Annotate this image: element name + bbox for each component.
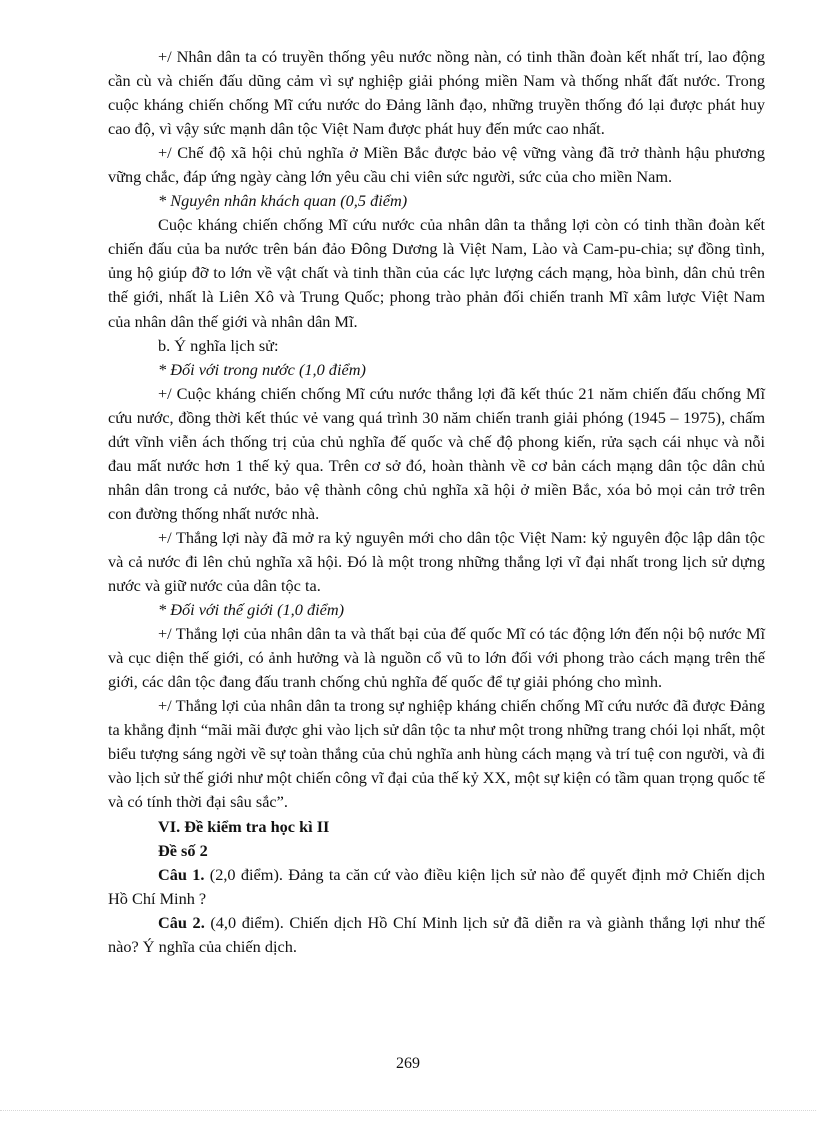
question-2-text: (4,0 điểm). Chiến dịch Hồ Chí Minh lịch sử đã diễn ra và giành thắng lợi như thế nào? Ý nghĩa của chiến dịch. xyxy=(108,912,765,956)
paragraph-domestic-1: +/ Cuộc kháng chiến chống Mĩ cứu nước thắng lợi đã kết thúc 21 năm chiến đấu chống Mĩ cứu nước, đồng thời kết thúc vẻ vang quá trình 30 năm chiến tranh giải phóng (1945 – 1975), chấm dứt vĩnh viễn ách thống trị của chủ nghĩa đế quốc và chế độ phong kiến, rửa sạch cái nhục và nỗi đau mất nước hơn 1 thế kỷ qua. Trên cơ sở đó, hoàn thành về cơ bản cách mạng dân tộc dân chủ nhân dân trong cả nước, bảo vệ thành công chủ nghĩa xã hội ở miền Bắc, xóa bỏ mọi cản trở trên con đường thống nhất nước nhà. xyxy=(108,383,765,523)
heading-world: * Đối với thế giới (1,0 điểm) xyxy=(158,600,345,620)
heading-objective-causes: * Nguyên nhân khách quan (0,5 điểm) xyxy=(158,191,408,211)
paragraph-northern-regime: +/ Chế độ xã hội chủ nghĩa ở Miền Bắc được bảo vệ vững vàng đã trở thành hậu phương vững chắc, đáp ứng ngày càng lớn yêu cầu chi viên sức người, sức của cho miền Nam. xyxy=(108,143,765,187)
question-1-label: Câu 1. xyxy=(158,864,205,884)
paragraph-traditions: +/ Nhân dân ta có truyền thống yêu nước nồng nàn, có tinh thần đoàn kết nhất trí, lao động cần cù và chiến đấu dũng cảm vì sự nghiệp giải phóng miền Nam và thống nhất đất nước. Trong cuộc kháng chiến chống Mĩ cứu nước do Đảng lãnh đạo, những truyền thống đó lại được phát huy cao độ, vì vậy sức mạnh dân tộc Việt Nam được phát huy đến mức cao nhất. xyxy=(108,47,765,139)
question-2-label: Câu 2. xyxy=(158,912,205,932)
question-1 xyxy=(108,863,765,911)
paragraph-domestic-2: +/ Thắng lợi này đã mở ra kỷ nguyên mới cho dân tộc Việt Nam: kỷ nguyên độc lập dân tộc và cả nước đi lên chủ nghĩa xã hội. Đó là một trong những thắng lợi vĩ đại nhất trong lịch sử dựng nước và giữ nước của dân tộc ta. xyxy=(108,527,765,596)
document-body xyxy=(108,45,765,959)
heading-historical-significance: b. Ý nghĩa lịch sử: xyxy=(158,335,279,355)
paragraph-objective-causes: Cuộc kháng chiến chống Mĩ cứu nước của nhân dân ta thắng lợi còn có tinh thần đoàn kết chiến đấu của ba nước trên bán đảo Đông Dương là Việt Nam, Lào và Cam-pu-chia; sự đồng tình, ủng hộ giúp đỡ to lớn về vật chất và tinh thần của các lực lượng cách mạng, hòa bình, dân chủ trên thế giới, nhất là Liên Xô và Trung Quốc; phong trào phản đối chiến tranh Mĩ xâm lược Việt Nam của nhân dân thế giới và nhân dân Mĩ. xyxy=(108,215,765,331)
section-heading-exam: VI. Đề kiểm tra học kì II xyxy=(158,816,330,836)
exam-number-heading: Đề số 2 xyxy=(158,840,208,860)
page-edge-divider xyxy=(0,1110,816,1111)
question-1-text: (2,0 điểm). Đảng ta căn cứ vào điều kiện lịch sử nào để quyết định mở Chiến dịch Hồ Chí Minh ? xyxy=(108,864,765,908)
paragraph-world-1: +/ Thắng lợi của nhân dân ta và thất bại của đế quốc Mĩ có tác động lớn đến nội bộ nước Mĩ và cục diện thế giới, có ảnh hưởng và là nguồn cổ vũ to lớn đối với phong trào cách mạng trên thế giới, các dân tộc đang đấu tranh chống chủ nghĩa đế quốc để tự giải phóng cho mình. xyxy=(108,624,765,692)
question-2 xyxy=(108,911,765,959)
heading-domestic: * Đối với trong nước (1,0 điểm) xyxy=(158,359,366,379)
paragraph-world-2: +/ Thắng lợi của nhân dân ta trong sự nghiệp kháng chiến chống Mĩ cứu nước đã được Đảng ta khẳng định “mãi mãi được ghi vào lịch sử dân tộc ta như một trong những trang chói lọi nhất, một biểu tượng sáng ngời về sự toàn thắng của chủ nghĩa anh hùng cách mạng và trí tuệ con người, và đi vào lịch sử thế giới như một chiến công vĩ đại của thế kỷ XX, một sự kiện có tầm quan trọng quốc tế và có tính thời đại sâu sắc”. xyxy=(108,696,765,812)
page-number: 269 xyxy=(396,1055,420,1072)
